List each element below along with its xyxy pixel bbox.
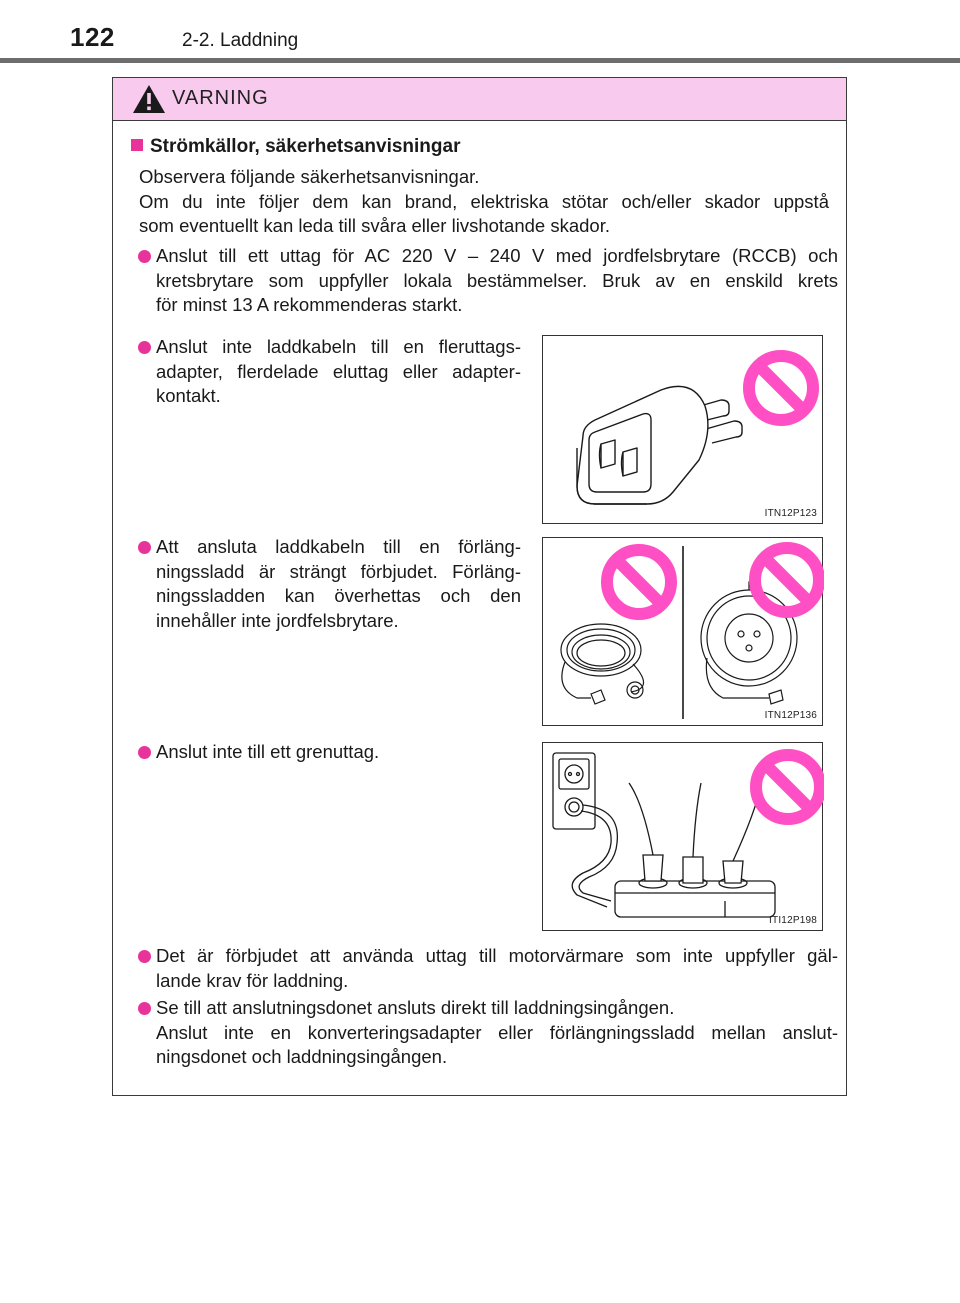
bullet-item [138,740,521,765]
figure-code: ITN12P123 [764,508,817,519]
bullet-line: kretsbrytare som uppfyller lokala bestämmelser. Bruk av en enskild krets [156,269,838,291]
prohibited-icon [756,755,820,819]
bullet-line: Anslut till ett uttag för AC 220 V – 240 V med jordfelsbrytare (RCCB) och [156,245,838,266]
intro-line: Observera följande säkerhetsanvisningar. [139,166,480,187]
extension-cord-illustration [543,538,824,727]
page-number: 122 [70,22,115,52]
intro-paragraph [139,165,829,239]
figure-multi-adapter [542,335,823,524]
bullet-line: adapter, flerdelade eluttag eller adapter- [156,360,521,382]
bullet-line: Anslut inte en konverteringsadapter eller förlängningssladd mellan anslut- [156,1021,838,1043]
prohibited-icon [749,356,813,420]
multi-adapter-illustration [543,336,824,525]
bullet-dot-icon [138,950,151,963]
figure-extension-cords [542,537,823,726]
bullet-line: Anslut inte laddkabeln till en fleruttags- [156,336,521,357]
figure-code: ITN12P136 [764,710,817,721]
bullet-dot-icon [138,341,151,354]
bullet-line: innehåller inte jordfelsbrytare. [156,609,399,631]
bullet-line: för minst 13 A rekommenderas starkt. [156,294,463,315]
bullet-line: ningsdonet och laddningsingången. [156,1046,448,1067]
warning-label: VARNING [172,87,269,109]
warning-box [112,77,847,1096]
bullet-dot-icon [138,250,151,263]
bullet-line: ningssladden kan överhettas och den [156,585,521,606]
bullet-dot-icon [138,746,151,759]
bullet-line: Att ansluta laddkabeln till en förläng- [156,536,521,557]
figure-power-strip [542,742,823,931]
intro-line: Om du inte följer dem kan brand, elektriska stötar och/eller skador uppstå [139,190,829,212]
bullet-line: Det är förbjudet att använda uttag till motorvärmare som inte uppfyller gäl- [156,945,838,966]
figure-code: ITI12P198 [769,915,817,926]
intro-line: som eventuellt kan leda till svåra eller livshotande skador. [139,215,610,236]
prohibited-icon [607,550,671,614]
bullet-line: Anslut inte till ett grenuttag. [156,741,380,762]
bullet-dot-icon [138,541,151,554]
bullet-line: lande krav för laddning. [156,969,349,991]
bullet-item [138,535,521,633]
heading-square-icon [131,139,143,151]
warning-heading [131,136,460,158]
page-header [0,0,960,66]
prohibited-icon [755,548,819,612]
bullet-line: ningssladd är strängt förbjudet. Förläng- [156,560,521,582]
heading-text: Strömkällor, säkerhetsanvisningar [150,136,461,157]
header-rule [0,58,960,63]
bullet-item [138,335,521,409]
bullet-item [138,244,838,318]
bullet-line: kontakt. [156,385,221,406]
warning-triangle-icon [132,84,166,114]
bullet-item [138,996,838,1070]
bullet-dot-icon [138,1002,151,1015]
bullet-item [138,944,838,993]
section-title: 2-2. Laddning [182,30,299,51]
power-strip-illustration [543,743,824,932]
warning-band [113,78,846,121]
bullet-line: Se till att anslutningsdonet ansluts direkt till laddningsingången. [156,997,675,1018]
